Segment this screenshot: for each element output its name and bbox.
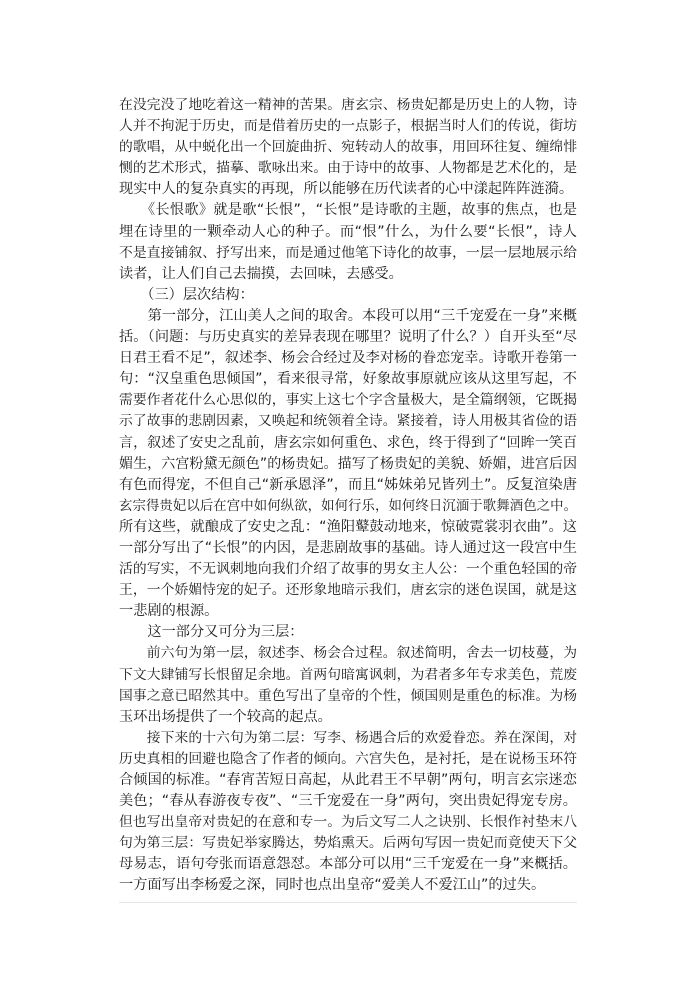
text-line: 王，一个娇媚恃宠的妃子。还形象地暗示我们，唐玄宗的迷色误国，就是这 — [119, 582, 577, 599]
text-line: 恻的艺术形式，描摹、歌咏出来。由于诗中的故事、人物都是艺术化的，是 — [119, 160, 577, 177]
document-body — [119, 95, 577, 897]
text-line: 有色而得宠，不但自己“新承恩泽”，而且“姊妹弟兄皆列土”。反复渲染唐 — [119, 476, 577, 493]
text-line: 接下来的十六句为第二层：写李、杨遇合后的欢爱眷恋。养在深闺，对 — [119, 729, 577, 746]
text-line: 媚生，六宫粉黛无颜色”的杨贵妃。描写了杨贵妃的美貌、娇媚，进宫后因 — [119, 455, 577, 472]
text-line: 一方面写出李杨爱之深，同时也点出皇帝“爱美人不爱江山”的过失。 — [119, 877, 546, 894]
text-line: 人并不拘泥于历史，而是借着历史的一点影子，根据当时人们的传说，街坊 — [119, 118, 577, 135]
text-line: 历史真相的回避也隐含了作者的倾向。六宫失色，是衬托，是在说杨玉环符 — [119, 750, 577, 767]
text-line: 美色；“春从春游夜专夜”、“三千宠爱在一身”两句，突出贵妃得宠专房。 — [119, 793, 577, 810]
text-line: 现实中人的复杂真实的再现，所以能够在历代读者的心中漾起阵阵涟漪。 — [119, 181, 574, 198]
text-line: 读者，让人们自己去揣摸，去回味，去感受。 — [119, 265, 403, 282]
text-line: 的歌唱，从中蜕化出一个回旋曲折、宛转动人的故事，用回环往复、缠绵悱 — [119, 139, 577, 156]
text-line: 在没完没了地吃着这一精神的苦果。唐玄宗、杨贵妃都是历史上的人物，诗 — [119, 97, 577, 113]
text-line: 母易志，语句夸张而语意怨怼。本部分可以用“三千宠爱在一身”来概括。 — [119, 856, 577, 873]
text-line: 一悲剧的根源。 — [119, 603, 219, 620]
text-line: 日君王看不足”，叙述李、杨会合经过及李对杨的眷恋宠幸。诗歌开卷第一 — [119, 350, 577, 367]
text-line: （三）层次结构： — [119, 286, 254, 303]
text-line: 国事之意已昭然其中。重色写出了皇帝的个性，倾国则是重色的标准。为杨 — [119, 687, 577, 704]
text-line: 下文大肆铺写长恨留足余地。首两句暗寓讽刺，为君者多年专求美色，荒废 — [119, 666, 577, 683]
text-line: 玄宗得贵妃以后在宫中如何纵欲，如何行乐，如何终日沉湎于歌舞酒色之中。 — [119, 498, 577, 514]
text-line: 合倾国的标准。“春宵苦短日高起，从此君王不早朝”两句，明言玄宗迷恋 — [119, 772, 577, 788]
text-line: 句：“汉皇重色思倾国”，看来很寻常，好象故事原就应该从这里写起，不 — [119, 371, 577, 388]
text-line: 这一部分又可分为三层： — [119, 624, 304, 641]
text-line: 需要作者花什么心思似的，事实上这七个字含量极大，是全篇纲领，它既揭 — [119, 392, 577, 409]
text-line: 埋在诗里的一颗牵动人心的种子。而“恨”什么，为什么要“长恨”，诗人 — [119, 223, 577, 240]
text-line: 示了故事的悲剧因素，又唤起和统领着全诗。紧接着，诗人用极其省俭的语 — [119, 413, 577, 430]
text-line: 活的写实，不无讽刺地向我们介绍了故事的男女主人公：一个重色轻国的帝 — [119, 561, 577, 578]
text-line: 玉环出场提供了一个较高的起点。 — [119, 708, 332, 725]
text-line: 言，叙述了安史之乱前，唐玄宗如何重色、求色，终于得到了“回眸一笑百 — [119, 434, 577, 451]
text-line: 第一部分，江山美人之间的取舍。本段可以用“三千宠爱在一身”来概 — [119, 307, 577, 324]
text-line: 所有这些，就酿成了安史之乱：“渔阳鼙鼓动地来，惊破霓裳羽衣曲”。这 — [119, 518, 577, 535]
text-line: 前六句为第一层，叙述李、杨会合过程。叙述简明，舍去一切枝蔓，为 — [119, 645, 577, 662]
text-line: 句为第三层：写贵妃举家腾达，势焰熏天。后两句写因一贵妃而竟使天下父 — [119, 835, 577, 852]
text-line: 一部分写出了“长恨”的内因，是悲剧故事的基础。诗人通过这一段宫中生 — [119, 539, 577, 556]
page-bottom-divider — [119, 902, 577, 903]
text-line: 《长恨歌》就是歌“长恨”，“长恨”是诗歌的主题，故事的焦点，也是 — [119, 202, 577, 219]
text-line: 但也写出皇帝对贵妃的在意和专一。为后文写二人之诀别、长恨作衬垫末八 — [119, 814, 577, 831]
text-line: 不是直接铺叙、抒写出来，而是通过他笔下诗化的故事，一层一层地展示给 — [119, 244, 577, 261]
text-line: 括。（问题：与历史真实的差异表现在哪里？说明了什么？）自开头至“尽 — [119, 329, 577, 346]
